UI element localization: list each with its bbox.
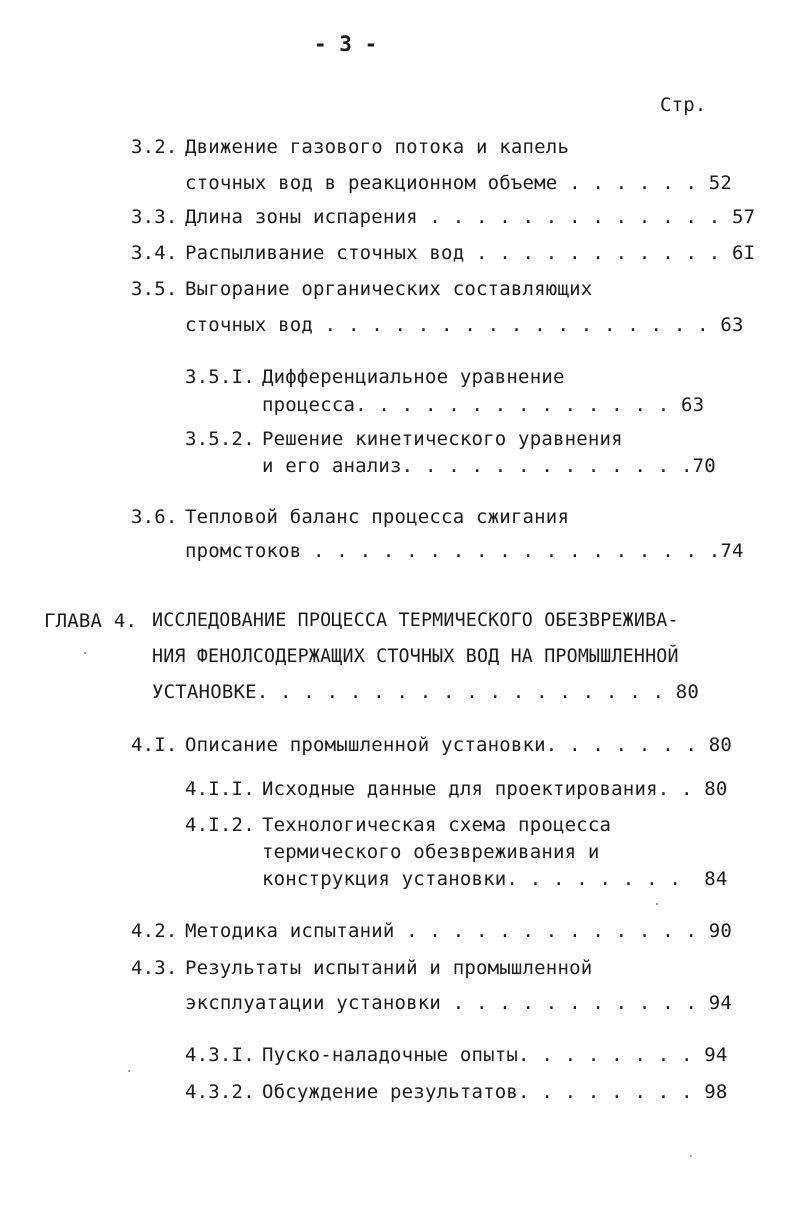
toc-entry-title: термического обезвреживания и bbox=[262, 841, 600, 863]
toc-entry-title: Обсуждение результатов. . . . . . . . 98 bbox=[262, 1081, 728, 1103]
toc-entry-number: 3.4. bbox=[131, 242, 178, 264]
toc-entry-title: Длина зоны испарения . . . . . . . . . . . . . 57 bbox=[185, 206, 756, 228]
toc-entry-number: 4.2. bbox=[131, 920, 178, 942]
toc-entry-title: Пуско-наладочные опыты. . . . . . . . 94 bbox=[262, 1044, 728, 1066]
toc-entry-number: 3.5.I. bbox=[185, 366, 255, 388]
toc-entry-title: эксплуатации установки . . . . . . . . . . . 94 bbox=[185, 992, 733, 1014]
toc-entry-title: Дифференциальное уравнение bbox=[262, 366, 565, 388]
toc-entry-title: промстоков . . . . . . . . . . . . . . . . . .74 bbox=[185, 540, 744, 562]
toc-entry-number: 3.5.2. bbox=[185, 428, 255, 450]
page-number: - 3 - bbox=[314, 32, 378, 56]
toc-entry-title: Решение кинетического уравнения bbox=[262, 428, 623, 450]
chapter-title: ИССЛЕДОВАНИЕ ПРОЦЕССА ТЕРМИЧЕСКОГО ОБЕЗВРЕЖИВА- bbox=[152, 610, 679, 631]
toc-entry-title: Описание промышленной установки. . . . . . . 80 bbox=[185, 734, 733, 756]
toc-entry-title: Тепловой баланс процесса сжигания bbox=[185, 506, 570, 528]
toc-entry-title: Исходные данные для проектирования. . 80 bbox=[262, 778, 728, 800]
toc-entry-title: сточных вод . . . . . . . . . . . . . . . . . 63 bbox=[185, 314, 744, 336]
toc-entry-title: Движение газового потока и капель bbox=[185, 136, 570, 158]
toc-entry-title: Выгорание органических составляющих bbox=[185, 278, 593, 300]
toc-entry-number: 3.3. bbox=[131, 206, 178, 228]
scan-speck bbox=[84, 652, 86, 654]
toc-entry-number: 4.I.I. bbox=[185, 778, 255, 800]
toc-entry-title: Распыливание сточных вод . . . . . . . . . . . 6I bbox=[185, 242, 756, 264]
toc-entry-number: 4.3. bbox=[131, 957, 178, 979]
scan-speck bbox=[690, 1155, 692, 1157]
toc-entry-number: 4.I. bbox=[131, 734, 178, 756]
toc-entry-title: процесса. . . . . . . . . . . . . . 63 bbox=[262, 394, 705, 416]
toc-entry-number: 3.6. bbox=[131, 506, 178, 528]
scan-speck bbox=[128, 1070, 130, 1072]
scan-speck bbox=[656, 903, 658, 905]
toc-entry-number: 3.2. bbox=[131, 136, 178, 158]
toc-entry-number: 4.I.2. bbox=[185, 814, 255, 836]
toc-entry-title: Методика испытаний . . . . . . . . . . . . . 90 bbox=[185, 920, 733, 942]
toc-entry-number: 3.5. bbox=[131, 278, 178, 300]
chapter-title: УСТАНОВКЕ. . . . . . . . . . . . . . . . . . 80 bbox=[152, 681, 700, 703]
toc-entry-title: конструкция установки. . . . . . . . 84 bbox=[262, 868, 728, 890]
toc-entry-title: Технологическая схема процесса bbox=[262, 814, 612, 836]
page-column-label: Стр. bbox=[660, 94, 707, 116]
chapter-number: ГЛАВА 4. bbox=[44, 610, 138, 632]
toc-entry-number: 4.3.2. bbox=[185, 1081, 255, 1103]
toc-entry-title: Результаты испытаний и промышленной bbox=[185, 957, 593, 979]
chapter-title: НИЯ ФЕНОЛСОДЕРЖАЩИХ СТОЧНЫХ ВОД НА ПРОМЫШЛЕННОЙ bbox=[152, 646, 679, 667]
toc-entry-title: сточных вод в реакционном объеме . . . . . . 52 bbox=[185, 172, 733, 194]
toc-entry-number: 4.3.I. bbox=[185, 1044, 255, 1066]
toc-entry-title: и его анализ. . . . . . . . . . . . .70 bbox=[262, 455, 716, 477]
